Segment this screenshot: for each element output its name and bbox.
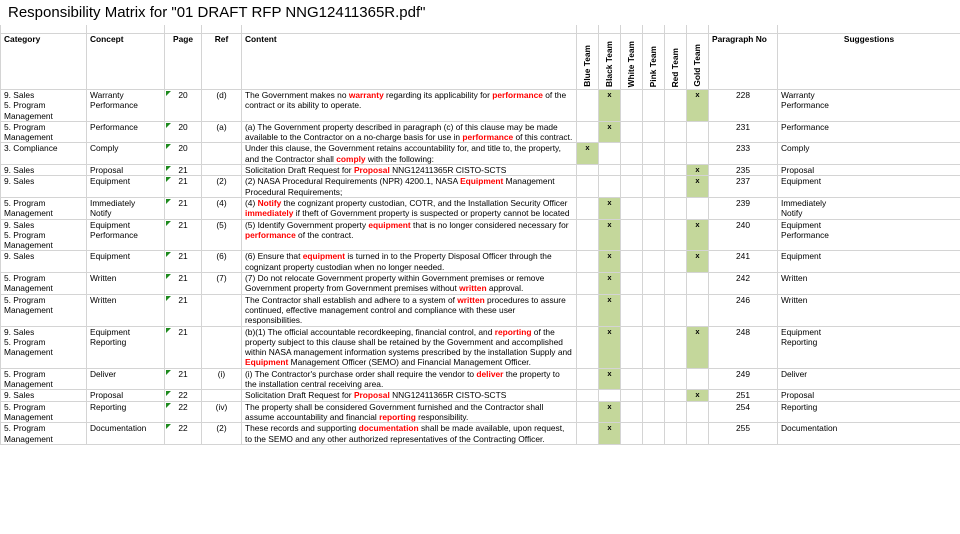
- cell-paragraph-no[interactable]: 251: [709, 390, 778, 401]
- cell-gold-team-mark[interactable]: [687, 401, 709, 423]
- cell-gold-team-mark[interactable]: x: [687, 251, 709, 273]
- header-gold-team-label: Gold Team: [692, 44, 703, 87]
- cell-red-team-mark[interactable]: [665, 294, 687, 326]
- content-text: (7) Do not relocate Government property within Government premises or remove Government property from Government premises without: [245, 273, 545, 294]
- content-text: that is no longer considered necessary for: [410, 219, 569, 230]
- cell-ref[interactable]: (iv): [202, 401, 242, 423]
- content-text: (6) Ensure that: [245, 251, 303, 262]
- content-text: is turned in to the Property Disposal Officer through the cognizant property custodian when no longer needed.: [245, 251, 552, 272]
- cell-ref[interactable]: (a): [202, 121, 242, 143]
- table-row: [1, 251, 960, 273]
- cell-blue-team-mark[interactable]: [577, 326, 599, 368]
- cell-red-team-mark[interactable]: [665, 251, 687, 273]
- cell-page[interactable]: 20: [165, 143, 202, 165]
- cell-content[interactable]: [242, 423, 577, 445]
- cell-blue-team-mark[interactable]: [577, 294, 599, 326]
- cell-blue-team-mark[interactable]: [577, 368, 599, 390]
- cell-concept[interactable]: Written: [87, 273, 165, 295]
- cell-blue-team-mark[interactable]: [577, 273, 599, 295]
- cell-ref[interactable]: (7): [202, 273, 242, 295]
- content-text: of this contract.: [513, 132, 573, 143]
- cell-concept[interactable]: Proposal: [87, 390, 165, 401]
- cell-red-team-mark[interactable]: [665, 219, 687, 251]
- cell-page[interactable]: 21: [165, 165, 202, 176]
- cell-category[interactable]: 5. Program Management: [1, 273, 87, 295]
- cell-blue-team-mark[interactable]: [577, 197, 599, 219]
- cell-category[interactable]: 9. Sales 5. Program Management: [1, 90, 87, 122]
- cell-pink-team-mark[interactable]: [643, 121, 665, 143]
- cell-ref[interactable]: [202, 143, 242, 165]
- content-text: responsibility.: [415, 411, 469, 422]
- cell-ref[interactable]: (2): [202, 176, 242, 198]
- content-text: The Contractor shall establish and adhere to a system of: [245, 294, 458, 305]
- cell-white-team-mark[interactable]: [621, 401, 643, 423]
- cell-black-team-mark[interactable]: x: [599, 294, 621, 326]
- cell-content[interactable]: [242, 121, 577, 143]
- cell-white-team-mark[interactable]: [621, 251, 643, 273]
- cell-category[interactable]: 5. Program Management: [1, 121, 87, 143]
- cell-page[interactable]: 22: [165, 401, 202, 423]
- cell-white-team-mark[interactable]: [621, 273, 643, 295]
- cell-concept[interactable]: Deliver: [87, 368, 165, 390]
- cell-blue-team-mark[interactable]: [577, 219, 599, 251]
- content-text: Under this clause, the Government retains accountability for, and title to, the property, and the Contractor shall: [245, 143, 561, 164]
- cell-white-team-mark[interactable]: [621, 219, 643, 251]
- sheet-title: Responsibility Matrix for "01 DRAFT RFP NNG12411365R.pdf": [8, 4, 426, 21]
- keyword-highlight: equipment: [302, 251, 346, 262]
- keyword-highlight: reporting: [379, 411, 416, 422]
- cell-black-team-mark[interactable]: [599, 176, 621, 198]
- header-category[interactable]: Category: [1, 34, 87, 90]
- cell-blue-team-mark[interactable]: [577, 401, 599, 423]
- cell-gold-team-mark[interactable]: x: [687, 165, 709, 176]
- cell-red-team-mark[interactable]: [665, 143, 687, 165]
- cell-concept[interactable]: Performance: [87, 121, 165, 143]
- header-black-team[interactable]: [599, 34, 621, 90]
- spacer-row: [1, 25, 960, 34]
- cell-ref[interactable]: (2): [202, 423, 242, 445]
- content-text: the property to the installation central receiving area.: [245, 368, 560, 390]
- cell-red-team-mark[interactable]: [665, 121, 687, 143]
- keyword-highlight: comply: [336, 153, 366, 164]
- cell-white-team-mark[interactable]: [621, 90, 643, 122]
- content-text: (4): [245, 197, 258, 208]
- content-text: Solicitation Draft Request for: [245, 390, 354, 401]
- table-row: [1, 390, 960, 401]
- header-gold-team[interactable]: [687, 34, 709, 90]
- cell-suggestions[interactable]: Equipment: [778, 251, 960, 273]
- matrix-body: [1, 90, 960, 445]
- cell-category[interactable]: 5. Program Management: [1, 368, 87, 390]
- cell-gold-team-mark[interactable]: [687, 294, 709, 326]
- cell-pink-team-mark[interactable]: [643, 368, 665, 390]
- cell-pink-team-mark[interactable]: [643, 90, 665, 122]
- header-content[interactable]: Content: [242, 34, 577, 90]
- cell-page[interactable]: 20: [165, 90, 202, 122]
- cell-category[interactable]: 5. Program Management: [1, 423, 87, 445]
- table-row: [1, 176, 960, 198]
- cell-page[interactable]: 21: [165, 197, 202, 219]
- cell-white-team-mark[interactable]: [621, 143, 643, 165]
- cell-paragraph-no[interactable]: 246: [709, 294, 778, 326]
- content-text: The Government makes no: [245, 90, 349, 100]
- cell-category[interactable]: 5. Program Management: [1, 401, 87, 423]
- cell-suggestions[interactable]: Proposal: [778, 390, 960, 401]
- cell-black-team-mark[interactable]: x: [599, 273, 621, 295]
- cell-white-team-mark[interactable]: [621, 176, 643, 198]
- keyword-highlight: equipment: [368, 219, 411, 230]
- content-text: with the following:: [365, 153, 435, 164]
- cell-concept[interactable]: Warranty Performance: [87, 90, 165, 122]
- table-row: [1, 294, 960, 326]
- cell-concept[interactable]: Documentation: [87, 423, 165, 445]
- cell-page[interactable]: 21: [165, 273, 202, 295]
- cell-black-team-mark[interactable]: [599, 390, 621, 401]
- header-paragraph-no[interactable]: Paragraph No: [709, 34, 778, 90]
- cell-black-team-mark[interactable]: x: [599, 401, 621, 423]
- content-text: if theft of Government property is suspected or property cannot be located: [293, 208, 570, 219]
- cell-red-team-mark[interactable]: [665, 273, 687, 295]
- cell-white-team-mark[interactable]: [621, 294, 643, 326]
- cell-pink-team-mark[interactable]: [643, 423, 665, 445]
- content-text: procedures to assure continued, effective management control and compliance with these user responsibilities.: [245, 294, 566, 326]
- table-row: [1, 273, 960, 295]
- header-pink-team[interactable]: [643, 34, 665, 90]
- cell-page[interactable]: 21: [165, 176, 202, 198]
- table-row: [1, 165, 960, 176]
- cell-white-team-mark[interactable]: [621, 121, 643, 143]
- cell-ref[interactable]: (d): [202, 90, 242, 122]
- cell-content[interactable]: [242, 294, 577, 326]
- cell-content[interactable]: [242, 90, 577, 122]
- cell-suggestions[interactable]: Warranty Performance: [778, 90, 960, 122]
- table-row: [1, 121, 960, 143]
- cell-paragraph-no[interactable]: 233: [709, 143, 778, 165]
- cell-paragraph-no[interactable]: 235: [709, 165, 778, 176]
- cell-suggestions[interactable]: Deliver: [778, 368, 960, 390]
- cell-suggestions[interactable]: Reporting: [778, 401, 960, 423]
- cell-paragraph-no[interactable]: 242: [709, 273, 778, 295]
- cell-red-team-mark[interactable]: [665, 90, 687, 122]
- content-text: NNG12411365R CISTO-SCTS: [389, 390, 507, 401]
- cell-page[interactable]: 22: [165, 390, 202, 401]
- cell-red-team-mark[interactable]: [665, 165, 687, 176]
- cell-ref[interactable]: (6): [202, 251, 242, 273]
- cell-gold-team-mark[interactable]: [687, 368, 709, 390]
- cell-red-team-mark[interactable]: [665, 368, 687, 390]
- header-concept[interactable]: Concept: [87, 34, 165, 90]
- cell-category[interactable]: 9. Sales: [1, 176, 87, 198]
- keyword-highlight: performance: [462, 132, 514, 143]
- keyword-highlight: reporting: [494, 326, 532, 337]
- cell-page[interactable]: 21: [165, 251, 202, 273]
- content-text: (2) NASA Procedural Requirements (NPR) 4200.1, NASA: [245, 176, 461, 187]
- keyword-highlight: Notify: [257, 197, 282, 208]
- cell-ref[interactable]: [202, 294, 242, 326]
- cell-red-team-mark[interactable]: [665, 390, 687, 401]
- table-row: [1, 219, 960, 251]
- cell-content[interactable]: [242, 176, 577, 198]
- cell-page[interactable]: 20: [165, 121, 202, 143]
- cell-pink-team-mark[interactable]: [643, 390, 665, 401]
- cell-concept[interactable]: Reporting: [87, 401, 165, 423]
- cell-gold-team-mark[interactable]: [687, 423, 709, 445]
- cell-black-team-mark[interactable]: x: [599, 197, 621, 219]
- cell-page[interactable]: 21: [165, 219, 202, 251]
- cell-paragraph-no[interactable]: 248: [709, 326, 778, 368]
- cell-paragraph-no[interactable]: 255: [709, 423, 778, 445]
- cell-pink-team-mark[interactable]: [643, 176, 665, 198]
- cell-white-team-mark[interactable]: [621, 390, 643, 401]
- cell-suggestions[interactable]: Proposal: [778, 165, 960, 176]
- cell-concept[interactable]: Comply: [87, 143, 165, 165]
- cell-content[interactable]: [242, 401, 577, 423]
- cell-pink-team-mark[interactable]: [643, 219, 665, 251]
- table-row: [1, 401, 960, 423]
- cell-content[interactable]: [242, 143, 577, 165]
- header-white-team[interactable]: [621, 34, 643, 90]
- keyword-highlight: warranty: [348, 90, 384, 100]
- cell-category[interactable]: 5. Program Management: [1, 197, 87, 219]
- content-text: These records and supporting: [245, 423, 359, 434]
- content-text: Management Officer (SEMO) and Financial Management Officer.: [288, 357, 531, 368]
- content-text: (b)(1) The official accountable recordkeeping, financial control, and: [245, 326, 495, 337]
- cell-blue-team-mark[interactable]: x: [577, 143, 599, 165]
- header-page[interactable]: Page: [165, 34, 202, 90]
- cell-blue-team-mark[interactable]: [577, 176, 599, 198]
- cell-blue-team-mark[interactable]: [577, 121, 599, 143]
- cell-suggestions[interactable]: Written: [778, 294, 960, 326]
- content-text: of the contract or its ability to operate.: [245, 90, 567, 111]
- table-row: [1, 326, 960, 368]
- content-text: of the contract.: [295, 229, 354, 240]
- content-text: regarding its applicability for: [383, 90, 493, 100]
- cell-pink-team-mark[interactable]: [643, 294, 665, 326]
- cell-concept[interactable]: Equipment Performance: [87, 219, 165, 251]
- cell-content[interactable]: [242, 368, 577, 390]
- cell-black-team-mark[interactable]: x: [599, 251, 621, 273]
- content-text: NNG12411365R CISTO-SCTS: [389, 165, 507, 176]
- cell-gold-team-mark[interactable]: [687, 121, 709, 143]
- cell-black-team-mark[interactable]: x: [599, 121, 621, 143]
- content-text: (a) The Government property described in paragraph (c) of this clause may be made available to the Contractor on a no-charge basis for use in: [245, 121, 558, 143]
- cell-concept[interactable]: Equipment: [87, 176, 165, 198]
- cell-blue-team-mark[interactable]: [577, 390, 599, 401]
- cell-category[interactable]: 3. Compliance: [1, 143, 87, 165]
- cell-ref[interactable]: [202, 165, 242, 176]
- cell-pink-team-mark[interactable]: [643, 197, 665, 219]
- cell-black-team-mark[interactable]: [599, 165, 621, 176]
- cell-red-team-mark[interactable]: [665, 326, 687, 368]
- cell-pink-team-mark[interactable]: [643, 165, 665, 176]
- cell-content[interactable]: [242, 390, 577, 401]
- cell-suggestions[interactable]: Comply: [778, 143, 960, 165]
- cell-content[interactable]: [242, 219, 577, 251]
- header-row: [1, 34, 960, 90]
- cell-black-team-mark[interactable]: x: [599, 326, 621, 368]
- cell-red-team-mark[interactable]: [665, 176, 687, 198]
- cell-gold-team-mark[interactable]: [687, 273, 709, 295]
- keyword-highlight: performance: [245, 229, 296, 240]
- header-ref[interactable]: Ref: [202, 34, 242, 90]
- cell-concept[interactable]: Written: [87, 294, 165, 326]
- content-text: The property shall be considered Government furnished and the Contractor shall assume accountability and financial: [245, 401, 544, 422]
- keyword-highlight: performance: [492, 90, 543, 100]
- cell-content[interactable]: [242, 165, 577, 176]
- table-row: [1, 197, 960, 219]
- cell-paragraph-no[interactable]: 228: [709, 90, 778, 122]
- keyword-highlight: immediately: [245, 208, 294, 219]
- cell-ref[interactable]: [202, 326, 242, 368]
- keyword-highlight: documentation: [358, 423, 419, 434]
- cell-red-team-mark[interactable]: [665, 401, 687, 423]
- cell-category[interactable]: 9. Sales: [1, 251, 87, 273]
- cell-black-team-mark[interactable]: x: [599, 368, 621, 390]
- cell-gold-team-mark[interactable]: x: [687, 90, 709, 122]
- cell-pink-team-mark[interactable]: [643, 143, 665, 165]
- header-blue-team-label: Blue Team: [582, 45, 593, 87]
- cell-pink-team-mark[interactable]: [643, 273, 665, 295]
- header-pink-team-label: Pink Team: [648, 45, 659, 87]
- keyword-highlight: Equipment: [460, 176, 504, 187]
- cell-gold-team-mark[interactable]: x: [687, 326, 709, 368]
- header-blue-team[interactable]: [577, 34, 599, 90]
- cell-black-team-mark[interactable]: x: [599, 423, 621, 445]
- header-white-team-label: White Team: [626, 40, 637, 87]
- cell-paragraph-no[interactable]: 237: [709, 176, 778, 198]
- cell-red-team-mark[interactable]: [665, 197, 687, 219]
- cell-suggestions[interactable]: Equipment Reporting: [778, 326, 960, 368]
- cell-concept[interactable]: Proposal: [87, 165, 165, 176]
- cell-blue-team-mark[interactable]: [577, 423, 599, 445]
- keyword-highlight: deliver: [476, 368, 504, 379]
- cell-paragraph-no[interactable]: 240: [709, 219, 778, 251]
- cell-paragraph-no[interactable]: 249: [709, 368, 778, 390]
- cell-paragraph-no[interactable]: 231: [709, 121, 778, 143]
- table-row: [1, 423, 960, 445]
- header-suggestions[interactable]: Suggestions: [778, 34, 960, 90]
- cell-category[interactable]: 5. Program Management: [1, 294, 87, 326]
- content-text: shall be made available, upon request, to the SEMO and any other authorized representatives of the Contracting Officer.: [245, 423, 565, 444]
- cell-page[interactable]: 22: [165, 423, 202, 445]
- header-black-team-label: Black Team: [604, 41, 615, 87]
- content-text: (i) The Contractor's purchase order shall require the vendor to: [245, 368, 477, 379]
- cell-category[interactable]: 9. Sales 5. Program Management: [1, 219, 87, 251]
- cell-page[interactable]: 21: [165, 326, 202, 368]
- header-red-team[interactable]: [665, 34, 687, 90]
- cell-suggestions[interactable]: Written: [778, 273, 960, 295]
- table-row: [1, 90, 960, 122]
- responsibility-matrix-table: [0, 25, 960, 445]
- cell-suggestions[interactable]: Equipment Performance: [778, 219, 960, 251]
- content-text: approval.: [486, 283, 524, 294]
- content-text: (5) Identify Government property: [245, 219, 369, 230]
- cell-gold-team-mark[interactable]: x: [687, 219, 709, 251]
- cell-suggestions[interactable]: Immediately Notify: [778, 197, 960, 219]
- cell-paragraph-no[interactable]: 254: [709, 401, 778, 423]
- table-row: [1, 368, 960, 390]
- cell-gold-team-mark[interactable]: [687, 143, 709, 165]
- cell-paragraph-no[interactable]: 239: [709, 197, 778, 219]
- cell-concept[interactable]: Immediately Notify: [87, 197, 165, 219]
- cell-paragraph-no[interactable]: 241: [709, 251, 778, 273]
- cell-content[interactable]: [242, 197, 577, 219]
- cell-category[interactable]: 9. Sales: [1, 390, 87, 401]
- keyword-highlight: Equipment: [245, 357, 289, 368]
- cell-white-team-mark[interactable]: [621, 423, 643, 445]
- cell-category[interactable]: 9. Sales: [1, 165, 87, 176]
- cell-blue-team-mark[interactable]: [577, 251, 599, 273]
- cell-category[interactable]: 9. Sales 5. Program Management: [1, 326, 87, 368]
- cell-red-team-mark[interactable]: [665, 423, 687, 445]
- cell-pink-team-mark[interactable]: [643, 326, 665, 368]
- cell-ref[interactable]: (4): [202, 197, 242, 219]
- cell-ref[interactable]: [202, 390, 242, 401]
- cell-black-team-mark[interactable]: x: [599, 90, 621, 122]
- content-text: the cognizant property custodian, COTR, and the Installation Security Officer: [281, 197, 568, 208]
- content-text: Management Procedural Requirements;: [245, 176, 555, 197]
- cell-gold-team-mark[interactable]: x: [687, 390, 709, 401]
- cell-suggestions[interactable]: Equipment: [778, 176, 960, 198]
- cell-page[interactable]: 21: [165, 368, 202, 390]
- cell-black-team-mark[interactable]: x: [599, 219, 621, 251]
- cell-suggestions[interactable]: Documentation: [778, 423, 960, 445]
- cell-white-team-mark[interactable]: [621, 197, 643, 219]
- cell-pink-team-mark[interactable]: [643, 401, 665, 423]
- content-text: Solicitation Draft Request for: [245, 165, 354, 176]
- cell-white-team-mark[interactable]: [621, 326, 643, 368]
- cell-white-team-mark[interactable]: [621, 368, 643, 390]
- cell-content[interactable]: [242, 251, 577, 273]
- cell-black-team-mark[interactable]: [599, 143, 621, 165]
- cell-gold-team-mark[interactable]: [687, 197, 709, 219]
- cell-concept[interactable]: Equipment Reporting: [87, 326, 165, 368]
- keyword-highlight: written: [459, 283, 487, 294]
- keyword-highlight: Proposal: [353, 165, 390, 176]
- cell-white-team-mark[interactable]: [621, 165, 643, 176]
- content-text: of the property subject to this clause shall be retained by the Government and accomplished within NASA management information systems prescribed by the installation Supply and: [245, 326, 572, 358]
- cell-blue-team-mark[interactable]: [577, 90, 599, 122]
- keyword-highlight: written: [457, 294, 485, 305]
- keyword-highlight: Proposal: [353, 390, 390, 401]
- cell-pink-team-mark[interactable]: [643, 251, 665, 273]
- table-row: [1, 143, 960, 165]
- cell-ref[interactable]: (i): [202, 368, 242, 390]
- header-red-team-label: Red Team: [670, 47, 681, 87]
- cell-gold-team-mark[interactable]: x: [687, 176, 709, 198]
- cell-suggestions[interactable]: Performance: [778, 121, 960, 143]
- cell-blue-team-mark[interactable]: [577, 165, 599, 176]
- cell-concept[interactable]: Equipment: [87, 251, 165, 273]
- cell-page[interactable]: 21: [165, 294, 202, 326]
- cell-ref[interactable]: (5): [202, 219, 242, 251]
- cell-content[interactable]: [242, 273, 577, 295]
- cell-content[interactable]: [242, 326, 577, 368]
